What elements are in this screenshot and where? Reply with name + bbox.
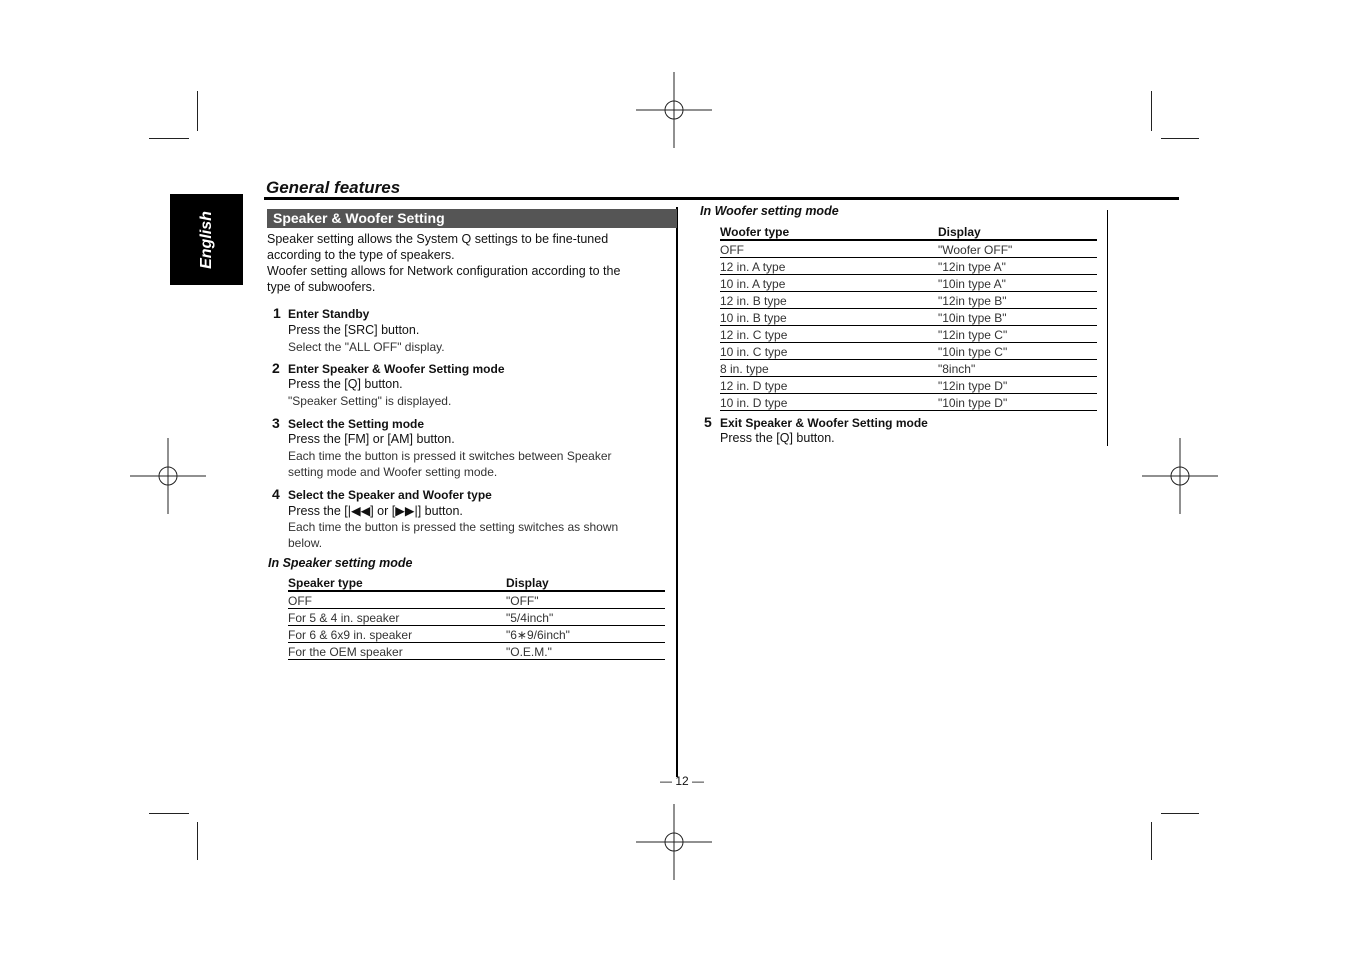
crop-mark (1151, 91, 1152, 131)
table-cell: 10 in. C type (720, 343, 938, 360)
step-note: Each time the button is pressed it switches between Speaker (288, 449, 612, 463)
step-number: 3 (272, 415, 280, 431)
table-row (720, 360, 1097, 377)
speaker-type-table (288, 574, 665, 660)
registration-mark-top (636, 72, 712, 148)
table-cell: 10 in. A type (720, 275, 938, 292)
page-number: — 12 — (660, 774, 705, 788)
speaker-mode-title: In Speaker setting mode (268, 556, 413, 570)
table-row (720, 292, 1097, 309)
table-cell: "10in type C" (938, 343, 1097, 360)
step-note: below. (288, 536, 323, 550)
step-note: Each time the button is pressed the setting switches as shown (288, 520, 619, 534)
table-cell: OFF (288, 591, 506, 609)
crop-mark (149, 813, 189, 814)
registration-mark-left (130, 438, 206, 514)
table-cell: For 6 & 6x9 in. speaker (288, 626, 506, 643)
table-row (288, 643, 665, 660)
woofer-mode-title: In Woofer setting mode (700, 204, 839, 218)
table-cell: 12 in. D type (720, 377, 938, 394)
subhead-speaker-woofer: Speaker & Woofer Setting (267, 209, 677, 228)
table-cell: "8inch" (938, 360, 1097, 377)
table-cell: "10in type D" (938, 394, 1097, 411)
table-row (288, 591, 665, 609)
language-tab-label: English (197, 210, 215, 269)
intro-line: according to the type of speakers. (267, 248, 455, 262)
table-cell: 10 in. B type (720, 309, 938, 326)
step-title: Enter Standby (288, 307, 370, 321)
step-note: "Speaker Setting" is displayed. (288, 394, 452, 408)
table-cell: "12in type C" (938, 326, 1097, 343)
step-note: Select the "ALL OFF" display. (288, 340, 445, 354)
section-title: General features (266, 178, 401, 197)
table-cell: For the OEM speaker (288, 643, 506, 660)
table-header: Woofer type (720, 223, 938, 240)
step-text: Press the [|◀◀] or [▶▶|] button. (288, 504, 463, 518)
intro-line: Speaker setting allows the System Q settings to be fine-tuned (267, 232, 609, 246)
table-cell: "10in type B" (938, 309, 1097, 326)
step-text: Press the [Q] button. (720, 431, 835, 445)
table-cell: "6∗9/6inch" (506, 626, 665, 643)
registration-mark-right (1142, 438, 1218, 514)
header-rule (264, 197, 1179, 200)
table-row (720, 309, 1097, 326)
table-row (288, 609, 665, 626)
step-note: setting mode and Woofer setting mode. (288, 465, 498, 479)
table-row (720, 240, 1097, 258)
table-cell: 12 in. C type (720, 326, 938, 343)
table-header-row (720, 223, 1097, 240)
step-text: Press the [FM] or [AM] button. (288, 432, 455, 446)
step-number: 5 (704, 414, 712, 430)
intro-line: type of subwoofers. (267, 280, 376, 294)
registration-mark-bottom (636, 804, 712, 880)
table-cell: "OFF" (506, 591, 665, 609)
intro-line: Woofer setting allows for Network configuration according to the (267, 264, 621, 278)
table-cell: "O.E.M." (506, 643, 665, 660)
table-row (720, 343, 1097, 360)
step-title: Exit Speaker & Woofer Setting mode (720, 416, 928, 430)
table-header: Speaker type (288, 574, 506, 591)
table-cell: 8 in. type (720, 360, 938, 377)
crop-mark (1161, 813, 1199, 814)
step-title: Enter Speaker & Woofer Setting mode (288, 362, 505, 376)
table-cell: "12in type B" (938, 292, 1097, 309)
table-cell: "Woofer OFF" (938, 240, 1097, 258)
step-number: 2 (272, 360, 280, 376)
table-cell: 12 in. B type (720, 292, 938, 309)
step-number: 4 (272, 486, 280, 502)
language-tab (170, 194, 243, 285)
step-title: Select the Speaker and Woofer type (288, 488, 492, 502)
table-row (720, 326, 1097, 343)
table-header: Display (506, 574, 665, 591)
table-row (720, 258, 1097, 275)
right-column-divider (1107, 210, 1108, 446)
table-cell: "12in type D" (938, 377, 1097, 394)
table-row (720, 275, 1097, 292)
table-cell: 12 in. A type (720, 258, 938, 275)
table-row (720, 377, 1097, 394)
table-cell: For 5 & 4 in. speaker (288, 609, 506, 626)
table-cell: 10 in. D type (720, 394, 938, 411)
table-cell: "12in type A" (938, 258, 1097, 275)
crop-mark (197, 822, 198, 860)
table-cell: "10in type A" (938, 275, 1097, 292)
crop-mark (197, 91, 198, 131)
woofer-type-table (720, 223, 1097, 411)
step-number: 1 (273, 305, 281, 321)
step-title: Select the Setting mode (288, 417, 425, 431)
step-text: Press the [SRC] button. (288, 323, 420, 337)
table-row (288, 626, 665, 643)
step-text: Press the [Q] button. (288, 377, 403, 391)
crop-mark (1151, 822, 1152, 860)
table-cell: OFF (720, 240, 938, 258)
table-header-row (288, 574, 665, 591)
table-header: Display (938, 223, 1097, 240)
table-row (720, 394, 1097, 411)
table-cell: "5/4inch" (506, 609, 665, 626)
crop-mark (1161, 138, 1199, 139)
column-divider (676, 207, 678, 777)
crop-mark (149, 138, 189, 139)
